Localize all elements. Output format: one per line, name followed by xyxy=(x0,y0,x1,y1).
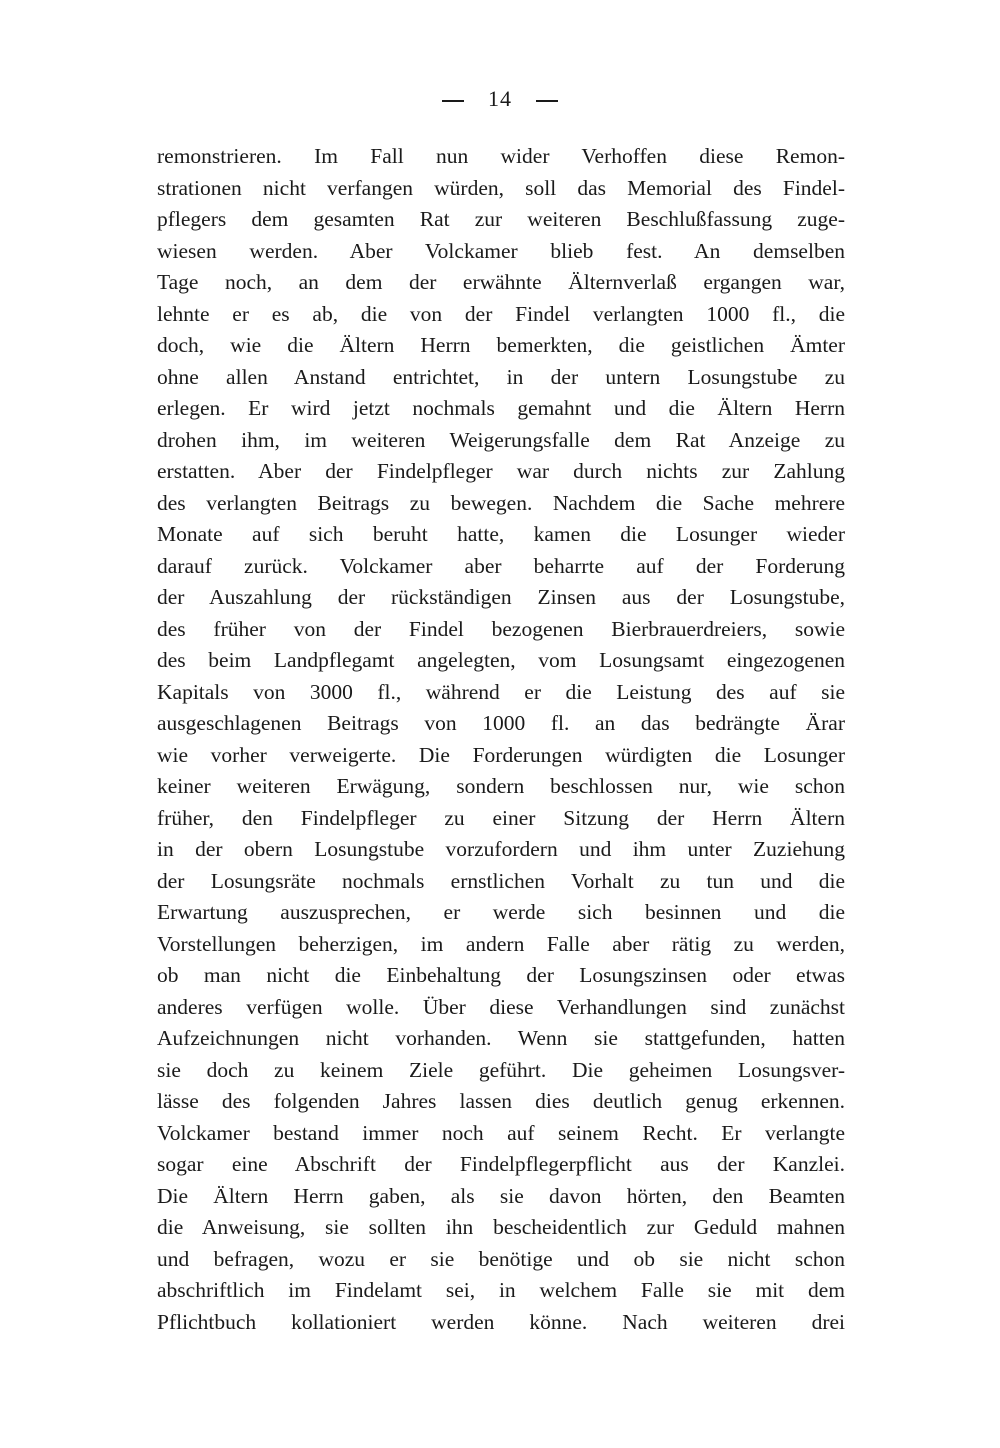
text-line: Monate auf sich beruht hatte, kamen die Losunger wieder xyxy=(157,522,845,546)
text-line: erlegen. Er wird jetzt nochmals gemahnt und die Ältern Herrn xyxy=(157,396,845,420)
text-line: wie vorher verweigerte. Die Forderungen würdigten die Losunger xyxy=(157,742,845,767)
text-line: abschriftlich im Findelamt sei, in welchem Falle sie mit dem xyxy=(157,1278,845,1302)
text-line: die Anweisung, sie sollten ihn bescheidentlich zur Geduld mahnen xyxy=(157,1215,845,1239)
text-line: in der obern Losungstube vorzufordern und ihm unter Zuziehung xyxy=(157,837,845,861)
text-line: ausgeschlagenen Beitrags von 1000 fl. an das bedrängte Ärar xyxy=(157,711,845,735)
text-line: keiner weiteren Erwägung, sondern beschlossen nur, wie schon xyxy=(157,774,845,798)
text-line: darauf zurück. Volckamer aber beharrte auf der Forderung xyxy=(157,553,845,578)
text-line: Erwartung auszusprechen, er werde sich besinnen und die xyxy=(157,900,845,924)
text-line: Vorstellungen beherzigen, im andern Falle aber rätig zu werden, xyxy=(157,931,845,956)
text-line: ob man nicht die Einbehaltung der Losungszinsen oder etwas xyxy=(157,963,845,987)
text-line: und befragen, wozu er sie benötige und ob sie nicht schon xyxy=(157,1246,845,1271)
text-line: doch, wie die Ältern Herrn bemerkten, die geistlichen Ämter xyxy=(157,333,845,357)
text-line: wiesen werden. Aber Volckamer blieb fest. An demselben xyxy=(157,238,845,263)
text-line: anderes verfügen wolle. Über diese Verhandlungen sind zunächst xyxy=(157,994,845,1019)
text-line: der Losungsräte nochmals ernstlichen Vorhalt zu tun und die xyxy=(157,868,845,893)
text-line: des beim Landpflegamt angelegten, vom Losungsamt eingezogenen xyxy=(157,648,845,672)
text-line: strationen nicht verfangen würden, soll das Memorial des Findel- xyxy=(157,175,845,200)
text-line: sogar eine Abschrift der Findelpflegerpflicht aus der Kanzlei. xyxy=(157,1152,845,1176)
text-line: der Auszahlung der rückständigen Zinsen aus der Losungstube, xyxy=(157,585,845,609)
text-line: Die Ältern Herrn gaben, als sie davon hörten, den Beamten xyxy=(157,1183,845,1208)
text-line: des verlangten Beitrags zu bewegen. Nachdem die Sache mehrere xyxy=(157,490,845,515)
left-dash xyxy=(442,100,464,102)
text-line: früher, den Findelpfleger zu einer Sitzung der Herrn Ältern xyxy=(157,805,845,830)
text-line: erstatten. Aber der Findelpfleger war durch nichts zur Zahlung xyxy=(157,459,845,483)
right-dash xyxy=(536,100,558,102)
page-header xyxy=(0,86,1000,112)
text-line: Pflichtbuch kollationiert werden könne. Nach weiteren drei xyxy=(157,1309,845,1334)
body-paragraph xyxy=(157,141,845,1338)
text-line: Kapitals von 3000 fl., während er die Leistung des auf sie xyxy=(157,679,845,704)
text-line: remonstrieren. Im Fall nun wider Verhoffen diese Remon- xyxy=(157,144,845,168)
text-line: ohne allen Anstand entrichtet, in der untern Losungstube zu xyxy=(157,364,845,389)
text-line: Tage noch, an dem der erwähnte Älternverlaß ergangen war, xyxy=(157,270,845,294)
text-line: lässe des folgenden Jahres lassen dies deutlich genug erkennen. xyxy=(157,1089,845,1113)
text-line: Aufzeichnungen nicht vorhanden. Wenn sie stattgefunden, hatten xyxy=(157,1026,845,1050)
text-line: drohen ihm, im weiteren Weigerungsfalle dem Rat Anzeige zu xyxy=(157,427,845,452)
text-line: sie doch zu keinem Ziele geführt. Die geheimen Losungsver- xyxy=(157,1057,845,1082)
text-line: des früher von der Findel bezogenen Bierbrauerdreiers, sowie xyxy=(157,616,845,641)
text-line: pflegers dem gesamten Rat zur weiteren Beschlußfassung zuge- xyxy=(157,207,845,231)
page-number: 14 xyxy=(488,86,512,111)
text-line: Volckamer bestand immer noch auf seinem Recht. Er verlangte xyxy=(157,1120,845,1145)
text-line: lehnte er es ab, die von der Findel verlangten 1000 fl., die xyxy=(157,301,845,326)
